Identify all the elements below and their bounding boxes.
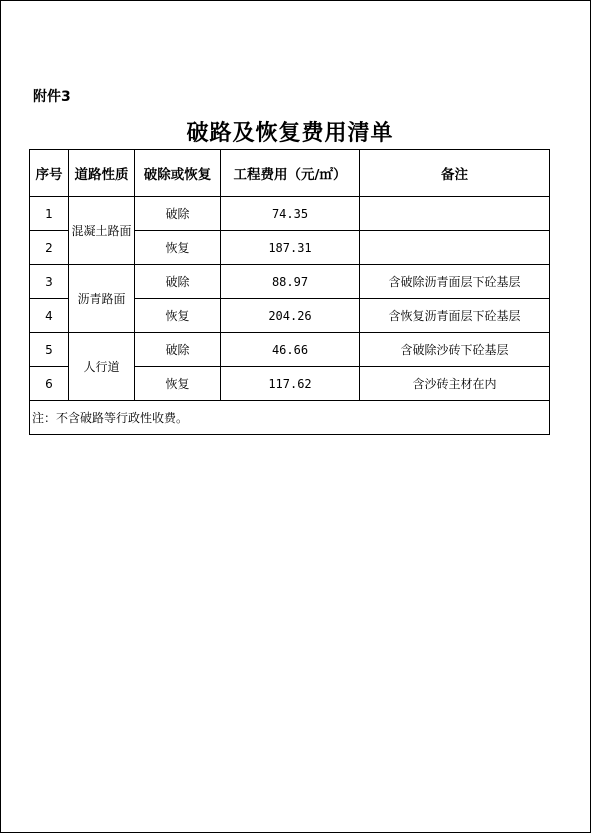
row-index: 1 — [30, 197, 69, 231]
row-action: 恢复 — [135, 299, 221, 333]
table-note: 注：不含破路等行政性收费。 — [30, 401, 550, 435]
row-remark: 含沙砖主材在内 — [360, 367, 550, 401]
header-road-type: 道路性质 — [69, 150, 135, 197]
row-remark — [360, 231, 550, 265]
row-remark: 含破除沙砖下砼基层 — [360, 333, 550, 367]
row-action: 破除 — [135, 265, 221, 299]
row-action: 破除 — [135, 197, 221, 231]
header-remark: 备注 — [360, 150, 550, 197]
note-row — [30, 401, 550, 435]
road-type-cell: 混凝土路面 — [69, 197, 135, 265]
row-remark: 含破除沥青面层下砼基层 — [360, 265, 550, 299]
row-action: 恢复 — [135, 231, 221, 265]
row-index: 4 — [30, 299, 69, 333]
table-row — [30, 333, 550, 367]
row-index: 5 — [30, 333, 69, 367]
attachment-label: 附件3 — [33, 89, 71, 105]
table-row — [30, 265, 550, 299]
header-action: 破除或恢复 — [135, 150, 221, 197]
row-index: 2 — [30, 231, 69, 265]
header-cost: 工程费用（元/㎡） — [221, 150, 360, 197]
table-row — [30, 197, 550, 231]
table-header-row — [30, 150, 550, 197]
row-cost: 187.31 — [221, 231, 360, 265]
row-remark — [360, 197, 550, 231]
row-remark: 含恢复沥青面层下砼基层 — [360, 299, 550, 333]
road-type-cell: 沥青路面 — [69, 265, 135, 333]
row-index: 3 — [30, 265, 69, 299]
row-action: 恢复 — [135, 367, 221, 401]
row-cost: 88.97 — [221, 265, 360, 299]
row-index: 6 — [30, 367, 69, 401]
road-type-cell: 人行道 — [69, 333, 135, 401]
header-index: 序号 — [30, 150, 69, 197]
row-cost: 46.66 — [221, 333, 360, 367]
row-action: 破除 — [135, 333, 221, 367]
row-cost: 204.26 — [221, 299, 360, 333]
row-cost: 117.62 — [221, 367, 360, 401]
row-cost: 74.35 — [221, 197, 360, 231]
fee-table — [29, 149, 550, 435]
page-title: 破路及恢复费用清单 — [186, 120, 394, 146]
